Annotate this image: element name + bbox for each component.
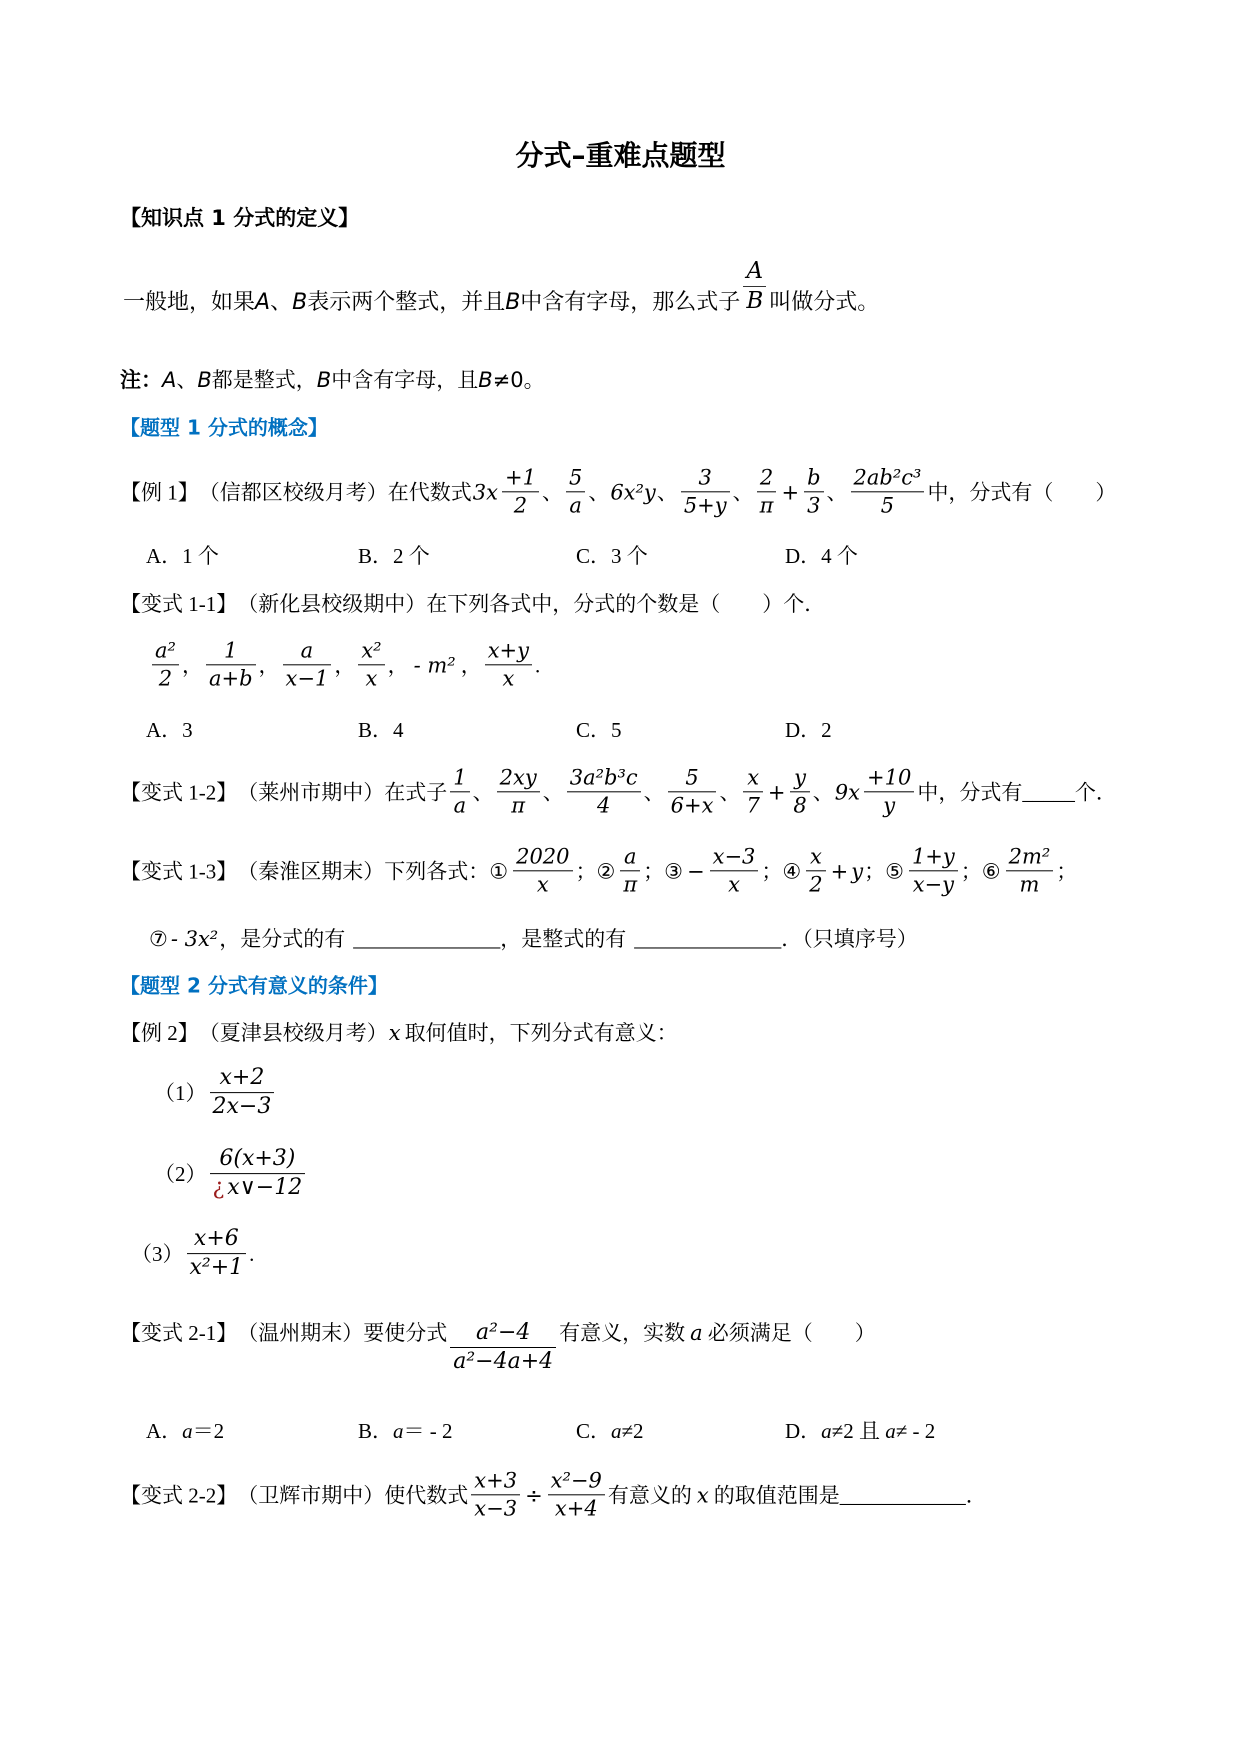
separator: ， <box>387 652 409 677</box>
fraction <box>1006 844 1054 897</box>
option-d: D．4 个 <box>785 543 858 568</box>
fraction-numerator: x+6 <box>187 1226 247 1254</box>
question-text: 中，分式有（ ） <box>927 479 1117 504</box>
expression: y <box>851 858 864 883</box>
question-text: 个． <box>1074 779 1117 804</box>
variable: A <box>162 367 177 392</box>
example-2-part-2 <box>154 1146 308 1202</box>
answer-blank[interactable]: ______________ <box>634 926 782 951</box>
separator: ； <box>864 858 886 883</box>
fraction <box>567 765 641 818</box>
question-text: ，是整式的有 <box>500 926 627 951</box>
fraction <box>681 465 730 518</box>
separator: ， <box>334 652 356 677</box>
option-text: ＝2 <box>192 1418 225 1443</box>
type-2-heading: 【题型 2 分式有意义的条件】 <box>120 973 388 998</box>
option-b: B．2 个 <box>358 543 430 568</box>
denominator-text: x∨−12 <box>227 1175 303 1201</box>
expression: 9x <box>834 779 861 804</box>
example-2-part-1 <box>154 1065 277 1121</box>
fraction-numerator: +10 <box>864 765 914 792</box>
encoding-glyph: ¿ <box>212 1175 225 1201</box>
expression: 6x²y <box>610 479 656 504</box>
page-title: 分式–重难点题型 <box>515 139 726 172</box>
separator: 、 <box>826 479 848 504</box>
variable: A <box>255 289 271 315</box>
fraction-denominator <box>210 1175 306 1202</box>
minus-sign: − <box>687 858 705 883</box>
fraction-numerator: x+2 <box>210 1065 275 1093</box>
separator: 、 <box>812 779 834 804</box>
source-note: （温州期末） <box>237 1321 364 1345</box>
separator: ； <box>761 858 783 883</box>
option-a: A．3 <box>146 717 193 742</box>
plus-sign: + <box>781 479 800 504</box>
note-text: 、 <box>176 367 198 392</box>
variant-2-1 <box>120 1320 876 1376</box>
question-text: 要使分式 <box>363 1321 448 1345</box>
question-text: 有意义，实数 <box>559 1321 686 1345</box>
question-text: ．（只填序号） <box>781 926 918 951</box>
fraction-denominator: x <box>502 666 515 691</box>
fraction-denominator: x−3 <box>474 1496 518 1521</box>
fraction-numerator: 5 <box>566 465 585 492</box>
fraction-denominator: 2x−3 <box>212 1094 272 1120</box>
fraction-denominator: 2 <box>809 872 823 897</box>
fraction <box>358 638 384 691</box>
fraction <box>806 844 825 897</box>
separator: 、 <box>472 779 494 804</box>
variable: a <box>611 1418 622 1443</box>
fraction-numerator: x−3 <box>710 844 759 871</box>
type-1-heading: 【题型 1 分式的概念】 <box>120 415 328 440</box>
note-text: ≠0。 <box>492 367 545 392</box>
fraction-denominator: y <box>883 793 896 818</box>
fraction-numerator: 3 <box>681 465 730 492</box>
fraction <box>210 1065 275 1121</box>
fraction <box>743 765 762 818</box>
item-number: ⑥ <box>981 858 1001 883</box>
option-text: ＝ - 2 <box>403 1418 453 1443</box>
fraction <box>187 1226 247 1282</box>
definition-text: 一般地，如果 <box>123 289 256 315</box>
option-d <box>785 1418 935 1444</box>
source-note: （夏津县校级月考） <box>198 1020 388 1045</box>
fraction <box>450 1320 556 1376</box>
question-text: 中，分式有 <box>917 779 1023 804</box>
fraction <box>206 638 256 691</box>
variant-2-2 <box>120 1468 987 1521</box>
fraction-denominator: 5 <box>880 493 895 518</box>
variable: a <box>393 1418 404 1443</box>
part-label: （1） <box>154 1080 207 1105</box>
option-label: D． <box>785 1418 822 1443</box>
separator: ， <box>460 652 482 677</box>
example-label: 【变式 1-1】 <box>120 591 238 616</box>
fraction <box>497 765 540 818</box>
fraction <box>210 1146 306 1202</box>
definition-text: 中含有字母，那么式子 <box>520 289 741 315</box>
divide-sign: ÷ <box>525 1482 543 1507</box>
option-a: A．1 个 <box>146 543 219 568</box>
separator: 、 <box>542 779 564 804</box>
fraction-denominator: 7 <box>746 793 760 818</box>
fraction-denominator: x <box>728 872 740 897</box>
fraction <box>152 638 179 691</box>
question-text: ，是分式的有 <box>219 926 346 951</box>
answer-blank[interactable]: ____________ <box>839 1482 966 1507</box>
variant-1-3 <box>120 844 1077 897</box>
question-text: 有意义的 <box>607 1482 692 1507</box>
fraction-numerator: a <box>620 844 640 871</box>
fraction-numerator: +1 <box>502 465 539 492</box>
fraction-numerator: 3a²b³c <box>567 765 641 792</box>
note-text: 中含有字母，且 <box>331 367 479 392</box>
fraction <box>851 465 925 518</box>
fraction <box>757 465 777 518</box>
expression: - 3x² <box>170 926 219 951</box>
fraction <box>566 465 585 518</box>
source-note: （秦淮区期末） <box>237 858 385 883</box>
fraction <box>668 765 717 818</box>
separator: 、 <box>588 479 610 504</box>
example-label: 【例 1】 <box>120 479 199 504</box>
example-label: 【变式 1-3】 <box>120 858 238 883</box>
variable: a <box>690 1321 703 1345</box>
fraction-denominator: B <box>746 288 764 315</box>
source-note: （信都区校级月考） <box>198 479 388 504</box>
separator: ； <box>1056 858 1078 883</box>
fraction <box>804 465 823 518</box>
note-label: 注： <box>120 367 162 392</box>
fraction-numerator: 2m² <box>1006 844 1054 871</box>
item-number: ③ <box>664 858 683 883</box>
fraction <box>864 765 914 818</box>
fraction-numerator: 2020 <box>513 844 572 871</box>
fraction <box>909 844 958 897</box>
period: . <box>535 652 541 677</box>
example-label: 【变式 2-2】 <box>120 1482 238 1507</box>
answer-blank[interactable]: _____ <box>1022 779 1075 804</box>
question-text: 取何值时，下列分式有意义： <box>404 1020 678 1045</box>
separator: 、 <box>656 479 678 504</box>
option-d: D．2 <box>785 717 832 742</box>
example-1 <box>120 465 1116 518</box>
option-text: ≠ - 2 <box>895 1418 936 1443</box>
fraction-denominator: π <box>511 793 526 818</box>
example-label: 【变式 2-1】 <box>120 1321 238 1345</box>
variable: B <box>478 367 493 392</box>
knowledge-point-heading: 【知识点 1 分式的定义】 <box>120 205 360 230</box>
question-text: 的取值范围是 <box>713 1482 840 1507</box>
variant-1-1-expressions <box>149 638 540 691</box>
fraction-denominator: 6+x <box>670 793 714 818</box>
variable: x <box>696 1482 709 1507</box>
question-text: 使代数式 <box>384 1482 469 1507</box>
fraction-numerator: 1 <box>450 765 469 792</box>
option-b: B．4 <box>358 717 404 742</box>
fraction-numerator: x <box>806 844 825 871</box>
fraction <box>710 844 759 897</box>
fraction-denominator: 4 <box>596 793 611 818</box>
fraction-numerator: a² <box>152 638 179 665</box>
variable: B <box>505 289 521 315</box>
fraction <box>283 638 332 691</box>
fraction-numerator: a²−4 <box>450 1320 556 1348</box>
question-text: 在式子 <box>384 779 448 804</box>
example-label: 【变式 1-2】 <box>120 779 238 804</box>
fraction-numerator: a <box>283 638 332 665</box>
separator: ； <box>960 858 982 883</box>
option-b <box>358 1418 453 1444</box>
fraction-numerator: 2xy <box>497 765 540 792</box>
option-text: ≠2 且 <box>831 1418 886 1443</box>
fraction-numerator: 1 <box>206 638 256 665</box>
fraction-numerator: x+y <box>485 638 532 665</box>
separator: 、 <box>541 479 563 504</box>
fraction-denominator: 2 <box>158 666 173 691</box>
fraction-numerator: 6(x+3) <box>210 1146 306 1174</box>
fraction-denominator: x <box>365 666 378 691</box>
variable: a <box>885 1418 896 1443</box>
variable: x <box>388 1020 401 1045</box>
separator: ， <box>181 652 203 677</box>
item-number: ⑤ <box>885 858 904 883</box>
fraction <box>471 1468 520 1521</box>
fraction-denominator: x−y <box>912 872 954 897</box>
fraction <box>485 638 532 691</box>
note-line <box>120 367 545 393</box>
fraction-numerator: 5 <box>668 765 717 792</box>
separator: ， <box>258 652 280 677</box>
fraction-numerator: b <box>804 465 823 492</box>
item-number: ④ <box>782 858 802 883</box>
fraction-denominator: 5+y <box>683 493 727 518</box>
example-2-part-3 <box>131 1226 254 1282</box>
question-text: 在下列各式中，分式的个数是（ ）个． <box>426 591 826 616</box>
variable: B <box>197 367 212 392</box>
variable: B <box>292 289 308 315</box>
question-text: 下列各式： <box>384 858 490 883</box>
part-label: （2） <box>154 1161 207 1186</box>
fraction-denominator: 2 <box>513 493 528 518</box>
separator: 、 <box>643 779 665 804</box>
expression: 3x <box>472 479 498 504</box>
example-2 <box>120 1020 678 1046</box>
option-label: C． <box>576 1418 612 1443</box>
definition-text: 表示两个整式，并且 <box>307 289 506 315</box>
fraction-numerator: 1+y <box>909 844 958 871</box>
fraction <box>502 465 539 518</box>
definition-line <box>123 246 879 316</box>
item-number: ① <box>489 858 509 883</box>
punctuation: 、 <box>270 289 293 315</box>
item-number: ⑦ <box>149 926 168 951</box>
fraction <box>620 844 640 897</box>
definition-text: 叫做分式。 <box>769 289 880 315</box>
item-number: ② <box>596 858 616 883</box>
variant-1-2 <box>120 765 1117 818</box>
fraction-denominator: π <box>623 872 638 897</box>
question-text: 必须满足（ ） <box>707 1321 876 1345</box>
separator: 、 <box>719 779 741 804</box>
fraction-numerator: x² <box>358 638 384 665</box>
fraction-denominator: x²+1 <box>189 1255 244 1281</box>
fraction-denominator: m <box>1019 872 1040 897</box>
source-note: （莱州市期中） <box>237 779 385 804</box>
fraction-numerator: 2 <box>757 465 777 492</box>
fraction-numerator: x+3 <box>471 1468 520 1495</box>
option-a <box>146 1418 224 1444</box>
fraction-denominator: x <box>536 872 549 897</box>
source-note: （卫辉市期中） <box>237 1482 385 1507</box>
separator: 、 <box>732 479 754 504</box>
fraction-numerator: x²−9 <box>548 1468 605 1495</box>
fraction-denominator: x−1 <box>285 666 329 691</box>
plus-sign: + <box>830 858 849 883</box>
option-c: C．3 个 <box>576 543 648 568</box>
fraction-numerator: A <box>743 258 766 288</box>
variable: B <box>316 367 332 392</box>
fraction-denominator: a <box>453 793 467 818</box>
fraction <box>513 844 572 897</box>
fraction-denominator: a²−4a+4 <box>453 1349 554 1375</box>
option-c: C．5 <box>576 717 622 742</box>
fraction-numerator: x <box>743 765 762 792</box>
option-c <box>576 1418 644 1444</box>
expression: - m² <box>413 652 456 677</box>
source-note: （新化县校级期中） <box>237 591 427 616</box>
variable: a <box>182 1418 193 1443</box>
fraction-denominator: 3 <box>807 493 821 518</box>
example-label: 【例 2】 <box>120 1020 199 1045</box>
fraction <box>548 1468 605 1521</box>
period: ． <box>965 1482 987 1507</box>
note-text: 都是整式， <box>211 367 317 392</box>
answer-blank[interactable]: ______________ <box>353 926 501 951</box>
part-label: （3） <box>131 1241 184 1266</box>
fraction-denominator: π <box>759 493 774 518</box>
option-label: A． <box>146 1418 183 1443</box>
fraction-denominator: x+4 <box>554 1496 598 1521</box>
variable: a <box>821 1418 832 1443</box>
fraction-denominator: 8 <box>793 793 807 818</box>
fraction-denominator: a <box>569 493 582 518</box>
separator: ； <box>643 858 665 883</box>
option-text: ≠2 <box>621 1418 644 1443</box>
fraction-numerator: y <box>790 765 809 792</box>
plus-sign: + <box>767 779 786 804</box>
question-text: 在代数式 <box>387 479 472 504</box>
variant-1-1 <box>120 591 825 617</box>
fraction-numerator: 2ab²c³ <box>851 465 925 492</box>
period: . <box>249 1241 255 1266</box>
option-label: B． <box>358 1418 394 1443</box>
separator: ； <box>575 858 597 883</box>
variant-1-3-continued <box>149 926 918 952</box>
fraction-a-over-b <box>743 258 766 316</box>
fraction <box>790 765 809 818</box>
fraction <box>450 765 469 818</box>
fraction-denominator: a+b <box>208 666 253 691</box>
